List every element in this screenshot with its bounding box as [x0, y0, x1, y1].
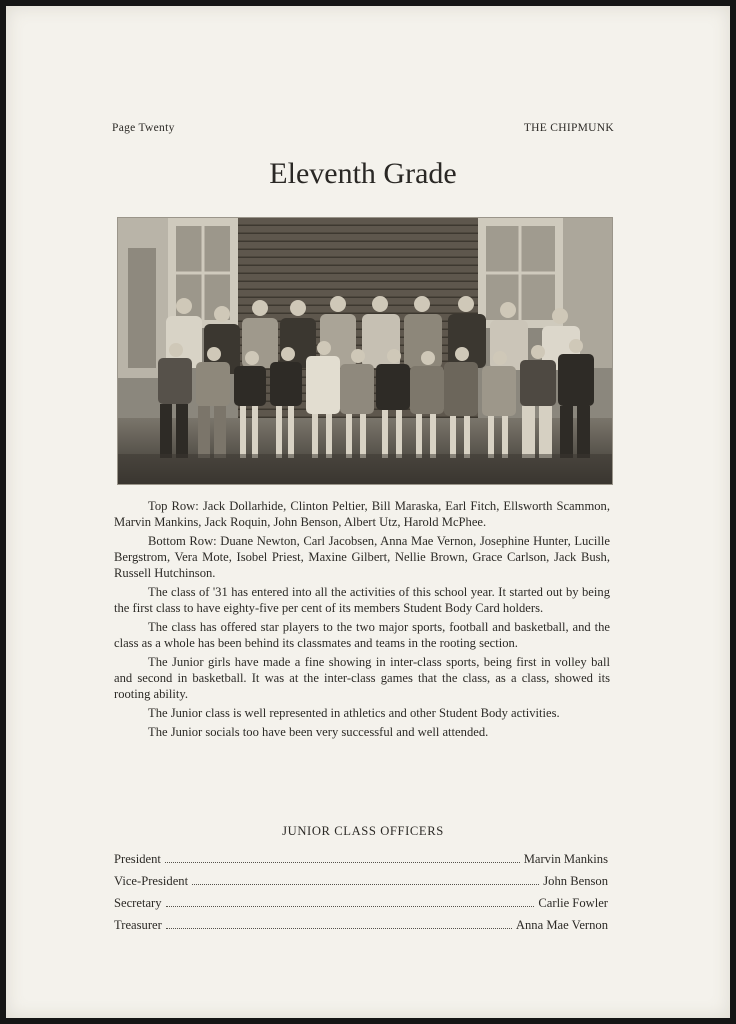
dot-leader	[192, 883, 539, 885]
officer-role: Treasurer	[114, 918, 162, 932]
paragraph: The Junior girls have made a fine showing in inter-class sports, being first in volley ball and second in basketball. It was at the inter-class games that the class, as a class, showed its rooting ability.	[114, 655, 610, 701]
class-photo	[117, 217, 613, 485]
dot-leader	[166, 927, 512, 929]
officer-row-secretary	[114, 896, 608, 918]
caption-bottom-row: Bottom Row: Duane Newton, Carl Jacobsen, Anna Mae Vernon, Josephine Hunter, Lucille Bergstrom, Vera Mote, Isobel Priest, Maxine Gilbert, Nellie Brown, Grace Carlson, Jack Bush, Russell Hutchinson.	[114, 534, 610, 580]
page-number: Page Twenty	[112, 122, 175, 134]
dot-leader	[165, 861, 520, 863]
paragraph: The class of '31 has entered into all the activities of this school year. It started out by being the first class to have eighty-five per cent of its members Student Body Card holders.	[114, 585, 610, 615]
officer-name: Marvin Mankins	[523, 852, 608, 866]
officers-list	[114, 852, 608, 940]
paragraph: The class has offered star players to the two major sports, football and basketball, and the class as a whole has been behind its classmates and teams in the rooting section.	[114, 620, 610, 650]
page-title: Eleventh Grade	[269, 157, 457, 190]
page-header	[112, 122, 614, 138]
officer-role: Vice-President	[114, 874, 189, 888]
caption-top-row: Top Row: Jack Dollarhide, Clinton Peltier, Bill Maraska, Earl Fitch, Ellsworth Scammon, Marvin Mankins, Jack Roquin, John Benson, Albert Utz, Harold McPhee.	[114, 499, 610, 529]
officer-row-president	[114, 852, 608, 874]
officer-role: President	[114, 852, 161, 866]
dot-leader	[166, 905, 535, 907]
publication-title: THE CHIPMUNK	[523, 122, 614, 134]
paragraph: The Junior socials too have been very successful and well attended.	[148, 725, 489, 739]
yearbook-page	[6, 6, 730, 1018]
officer-name: John Benson	[543, 874, 608, 888]
class-photo-illustration	[118, 218, 612, 484]
officer-row-vice-president	[114, 874, 608, 896]
paragraph: The Junior class is well represented in athletics and other Student Body activities.	[148, 706, 560, 720]
officer-name: Carlie Fowler	[538, 896, 608, 910]
article-body	[114, 498, 610, 743]
officers-heading: JUNIOR CLASS OFFICERS	[282, 824, 444, 838]
officer-role: Secretary	[114, 896, 162, 910]
officer-name: Anna Mae Vernon	[515, 918, 608, 932]
officer-row-treasurer	[114, 918, 608, 940]
